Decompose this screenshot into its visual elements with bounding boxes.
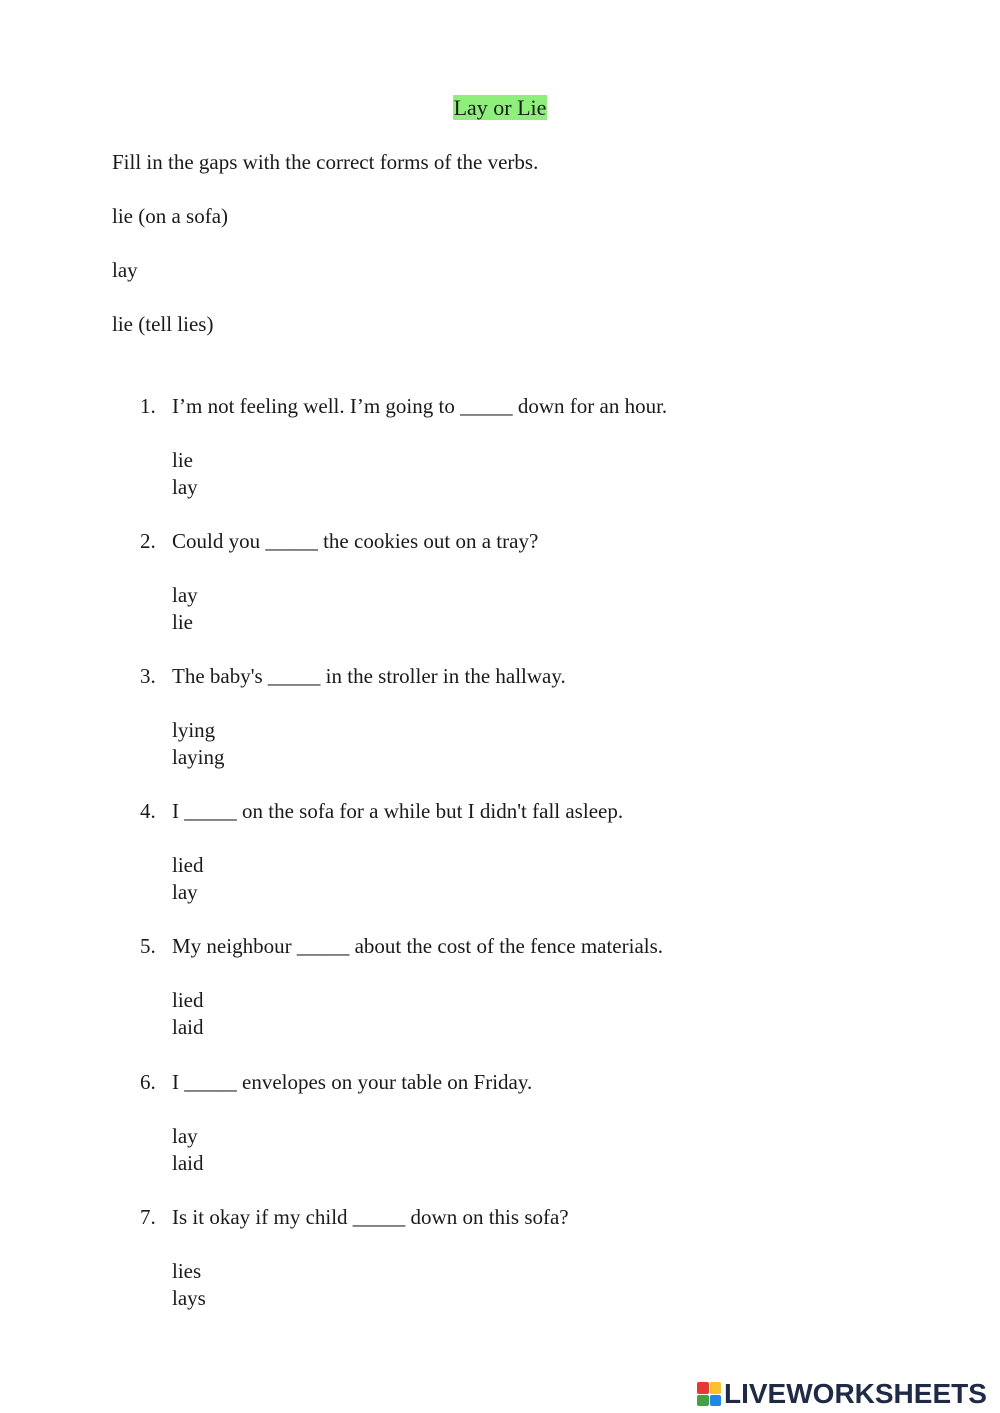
question-4-option-1[interactable]: lied [172,853,204,877]
verb-item-1: lie (on a sofa) [112,204,229,228]
question-3-option-2[interactable]: laying [172,745,225,769]
question-number: 6. [140,1070,156,1094]
question-number: 4. [140,799,156,823]
logo-icon [697,1382,721,1406]
question-text: I _____ envelopes on your table on Friday. [172,1070,533,1094]
worksheet-title [0,94,1000,122]
logo-square-blue [710,1395,722,1407]
question-1-option-2[interactable]: lay [172,475,198,499]
question-text: The baby's _____ in the stroller in the hallway. [172,664,566,688]
question-6-option-1[interactable]: lay [172,1124,198,1148]
verb-item-3: lie (tell lies) [112,312,214,336]
question-5-option-1[interactable]: lied [172,988,204,1012]
instruction-text: Fill in the gaps with the correct forms of the verbs. [112,150,539,174]
question-number: 5. [140,934,156,958]
question-6 [140,1068,532,1096]
question-3 [140,662,566,690]
liveworksheets-logo [697,1378,987,1410]
question-3-option-1[interactable]: lying [172,718,216,742]
question-text: My neighbour _____ about the cost of the fence materials. [172,934,664,958]
verb-item-2: lay [112,258,138,282]
logo-square-yellow [710,1382,722,1394]
question-text: Could you _____ the cookies out on a tray? [172,529,539,553]
question-text: Is it okay if my child _____ down on this sofa? [172,1205,569,1229]
question-7-option-2[interactable]: lays [172,1286,206,1310]
question-1 [140,392,667,420]
question-number: 7. [140,1205,156,1229]
question-number: 3. [140,664,156,688]
question-text: I _____ on the sofa for a while but I didn't fall asleep. [172,799,624,823]
question-text: I’m not feeling well. I’m going to _____ down for an hour. [172,394,668,418]
question-1-option-1[interactable]: lie [172,448,193,472]
question-number: 1. [140,394,156,418]
question-2-option-1[interactable]: lay [172,583,198,607]
title-highlight: Lay or Lie [453,95,547,120]
logo-square-green [697,1395,709,1407]
question-2 [140,527,538,555]
question-7-option-1[interactable]: lies [172,1259,202,1283]
question-6-option-2[interactable]: laid [172,1151,204,1175]
question-5-option-2[interactable]: laid [172,1015,204,1039]
question-number: 2. [140,529,156,553]
logo-square-red [697,1382,709,1394]
question-4 [140,797,623,825]
question-5 [140,932,663,960]
question-4-option-2[interactable]: lay [172,880,198,904]
question-7 [140,1203,569,1231]
question-2-option-2[interactable]: lie [172,610,193,634]
logo-text: LIVEWORKSHEETS [724,1378,987,1409]
